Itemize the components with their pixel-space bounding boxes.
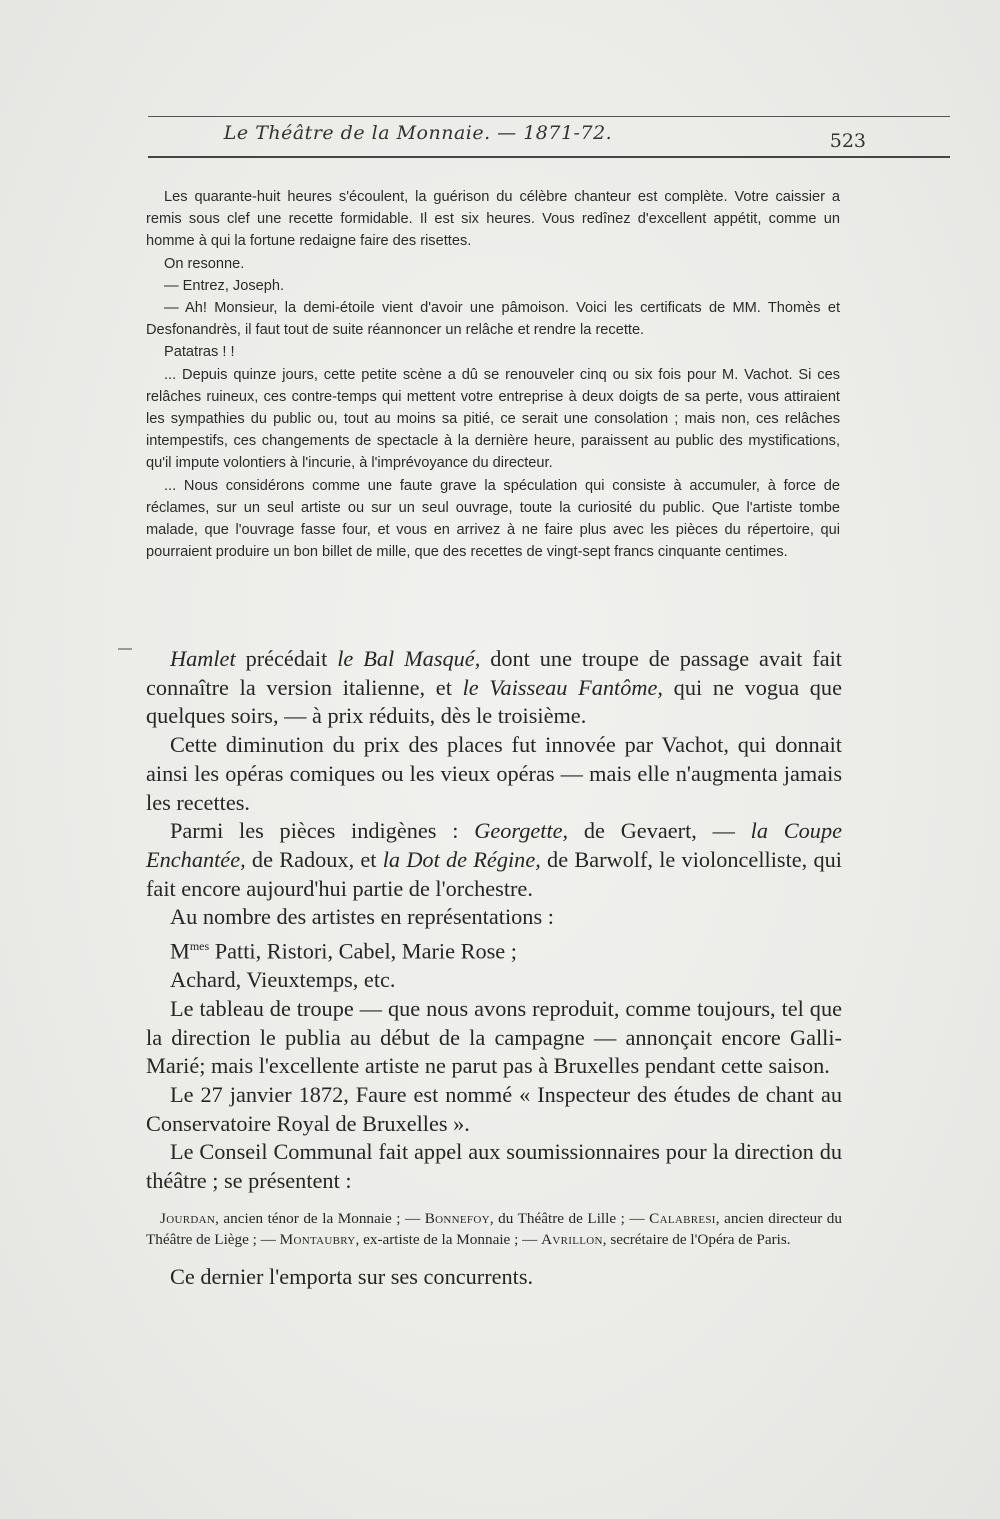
margin-mark xyxy=(118,648,132,650)
body-paragraph: Cette diminution du prix des places fut innovée par Vachot, qui donnait ainsi les opéras comiques ou les vieux opéras — mais elle n'augmenta jamais les recettes. xyxy=(146,732,842,815)
header-rule-top xyxy=(148,116,950,117)
quote-paragraph: — Ah! Monsieur, la demi-étoile vient d'avoir une pâmoison. Voici les certificats de MM. Thomès et Desfonandrès, il faut tout de suite réannoncer un relâche et rendre la recette. xyxy=(146,300,840,339)
quote-paragraph: — Entrez, Joseph. xyxy=(164,277,285,294)
main-text xyxy=(146,645,842,1291)
running-head: Le Théâtre de la Monnaie. — 1871-72. xyxy=(223,122,613,144)
body-paragraph: Le 27 janvier 1872, Faure est nommé « Inspecteur des études de chant au Conservatoire Royal de Bruxelles ». xyxy=(146,1081,842,1136)
quote-paragraph: On resonne. xyxy=(164,255,245,272)
quote-paragraph: Patatras ! ! xyxy=(164,344,235,361)
quote-paragraph: ... Depuis quinze jours, cette petite scène a dû se renouveler cinq ou six fois pour M. Vachot. Si ces relâches ruineux, ces contre-temps qui mettent votre entreprise à deux doigts de sa perte, vous attiraient les sympathies du public ou, tout au moins sa pitié, ce serait une consolation ; mais non, ces relâches intempestifs, ces changements de spectacle à la dernière heure, paraissent au public des mystifications, qu'il impute volontiers à l'incurie, à l'imprévoyance du directeur. xyxy=(146,366,840,472)
body-paragraph: Le tableau de troupe — que nous avons reproduit, comme toujours, tel que la direction le publia au début de la campagne — annonçait encore Galli-Marié; mais l'excellente artiste ne parut pas à Bruxelles pendant cette saison. xyxy=(146,995,842,1079)
body-paragraph: Hamlet précédait le Bal Masqué, dont une troupe de passage avait fait connaître la version italienne, et le Vaisseau Fantôme, qui ne vogua que quelques soirs, — à prix réduits, dès le troisième. xyxy=(146,646,842,729)
body-paragraph: Achard, Vieuxtemps, etc. xyxy=(170,967,396,993)
quote-paragraph: ... Nous considérons comme une faute grave la spéculation qui consiste à accumuler, à force de réclames, sur un seul artiste ou sur un seul ouvrage, toute la curiosité du public. Que l'artiste tombe malade, que l'ouvrage fasse four, et vous en arrivez à ne faire plus avec les pièces du répertoire, qui pourraient produire un bon billet de mille, que des recettes de vingt-sept francs cinquante centimes. xyxy=(146,477,840,561)
body-paragraph: Ce dernier l'emporta sur ses concurrents. xyxy=(170,1263,534,1289)
candidates-list: Jourdan, ancien ténor de la Monnaie ; — Bonnefoy, du Théâtre de Lille ; — Calabresi, ancien directeur du Théâtre de Liège ; — Montaubry, ex-artiste de la Monnaie ; — Avrillon, secrétaire de l'Opéra de Paris. xyxy=(146,1209,842,1249)
page-number: 523 xyxy=(829,130,866,152)
body-paragraph: Le Conseil Communal fait appel aux soumissionnaires pour la direction du théâtre ; se présentent : xyxy=(146,1139,842,1194)
quote-paragraph: Les quarante-huit heures s'écoulent, la guérison du célèbre chanteur est complète. Votre caissier a remis sous clef une recette formidable. Il est six heures. Vous redînez d'excellent appétit, comme un homme à qui la fortune redaigne faire des risettes. xyxy=(146,189,840,250)
body-paragraph: Parmi les pièces indigènes : Georgette, de Gevaert, — la Coupe Enchantée, de Radoux, et la Dot de Régine, de Barwolf, le violoncelliste, qui fait encore aujourd'hui partie de l'orchestre. xyxy=(146,818,842,901)
body-paragraph: Au nombre des artistes en représentations : xyxy=(170,904,554,930)
header-rule-bottom xyxy=(148,156,950,158)
body-paragraph: $M^{mes}$ Patti, Ristori, Cabel, Marie Rose ; xyxy=(170,938,517,964)
quoted-passage xyxy=(146,186,840,563)
